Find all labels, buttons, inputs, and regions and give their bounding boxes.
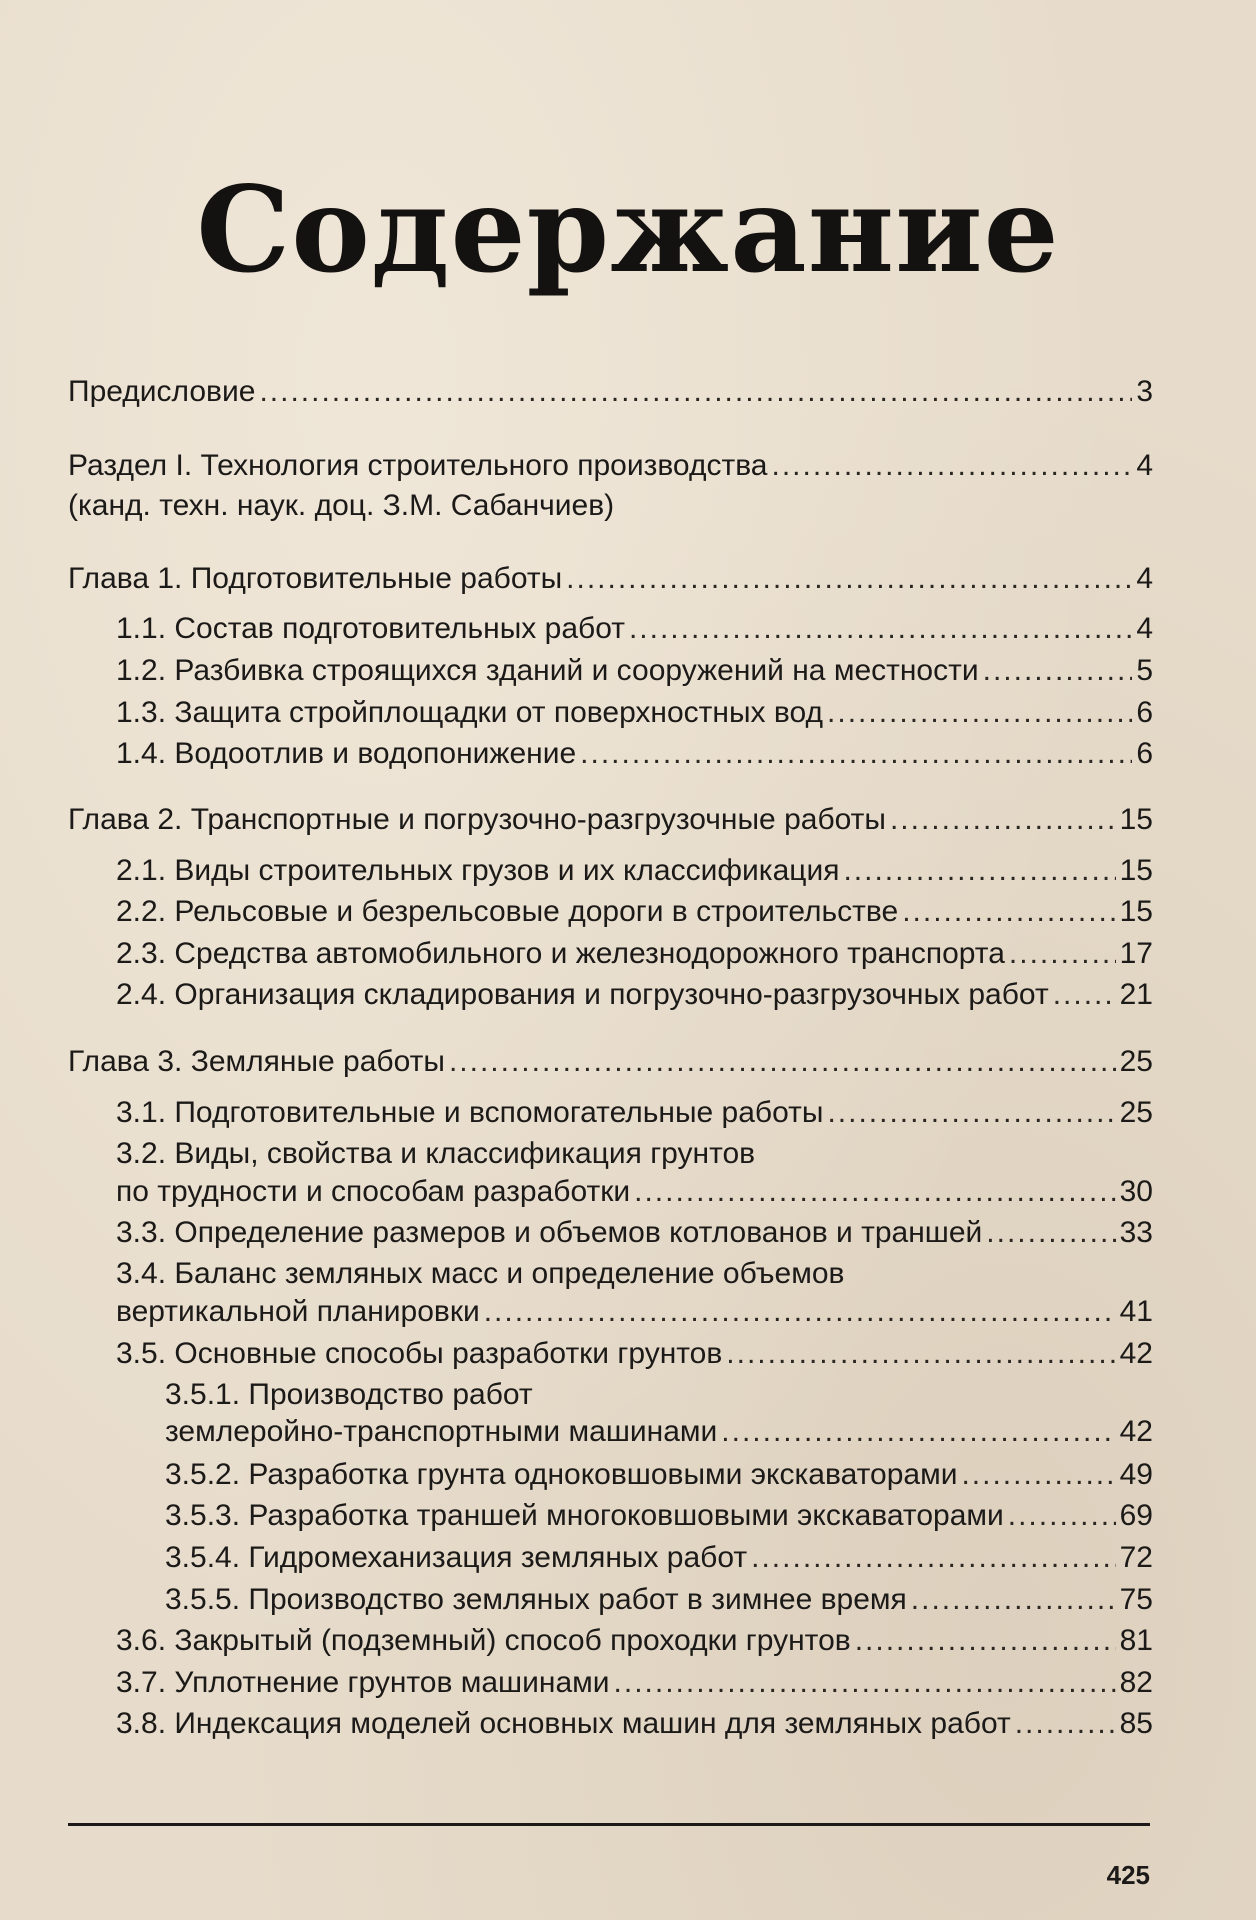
toc-entry-page: 81 [1119, 1624, 1153, 1657]
toc-entry-section-1-author: (канд. техн. наук. доц. З.М. Сабанчиев) [68, 489, 615, 522]
toc-entry-3-2-line-1: 3.2. Виды, свойства и классификация грунтов [116, 1137, 756, 1170]
toc-entry-preface[interactable] [0, 372, 1256, 412]
toc-entry-3-1[interactable] [0, 1093, 1256, 1133]
toc-entry-title: 2.3. Средства автомобильного и железнодорожного транспорта [116, 937, 1005, 970]
leader-dots [983, 651, 1133, 691]
leader-dots [772, 446, 1133, 486]
toc-entry-page: 41 [1119, 1295, 1153, 1328]
toc-entry-title: 1.1. Состав подготовительных работ [116, 612, 625, 645]
leader-dots [449, 1042, 1116, 1082]
leader-dots [259, 372, 1132, 412]
toc-entry-page: 42 [1119, 1415, 1153, 1448]
toc-entry-title: 2.1. Виды строительных грузов и их классификация [116, 854, 840, 887]
toc-entry-page: 85 [1119, 1707, 1153, 1740]
toc-entry-page: 6 [1136, 696, 1153, 729]
toc-entry-3-3[interactable] [0, 1213, 1256, 1253]
toc-entry-chapter-2[interactable] [0, 800, 1256, 840]
toc-entry-title: Раздел I. Технология строительного производства [68, 449, 768, 482]
toc-entry-title: 2.2. Рельсовые и безрельсовые дороги в строительстве [116, 895, 899, 928]
toc-entry-chapter-3[interactable] [0, 1042, 1256, 1082]
leader-dots [961, 1455, 1115, 1495]
toc-entry-3-5[interactable] [0, 1334, 1256, 1374]
toc-entry-3-4[interactable] [0, 1292, 1256, 1332]
toc-entry-page: 25 [1119, 1096, 1153, 1129]
leader-dots [1015, 1704, 1116, 1744]
toc-entry-page: 4 [1136, 562, 1153, 595]
toc-entry-title: 3.5.2. Разработка грунта одноковшовыми экскаваторами [165, 1458, 958, 1491]
leader-dots [726, 1334, 1115, 1374]
toc-entry-3-2[interactable] [0, 1172, 1256, 1212]
toc-entry-title: 3.5.5. Производство земляных работ в зимнее время [165, 1583, 907, 1616]
leader-dots [634, 1172, 1116, 1212]
toc-entry-1-4[interactable] [0, 734, 1256, 774]
leader-dots [629, 609, 1132, 649]
toc-entry-title: Предисловие [68, 375, 256, 408]
toc-entry-page: 72 [1119, 1541, 1153, 1574]
toc-entry-page: 30 [1119, 1175, 1153, 1208]
toc-entry-3-5-3[interactable] [0, 1496, 1256, 1536]
leader-dots [721, 1412, 1115, 1452]
toc-entry-3-5-4[interactable] [0, 1538, 1256, 1578]
toc-entry-page: 3 [1136, 375, 1153, 408]
toc-entry-2-3[interactable] [0, 934, 1256, 974]
toc-entry-title: по трудности и способам разработки [116, 1175, 631, 1208]
toc-entry-page: 25 [1119, 1045, 1153, 1078]
page-title: Содержание [196, 160, 1060, 299]
toc-entry-title: 1.2. Разбивка строящихся зданий и сооружений на местности [116, 654, 979, 687]
toc-entry-section-1[interactable] [0, 446, 1256, 486]
footer-rule [68, 1823, 1150, 1826]
toc-entry-3-6[interactable] [0, 1621, 1256, 1661]
toc-entry-3-8[interactable] [0, 1704, 1256, 1744]
leader-dots [751, 1538, 1115, 1578]
toc-entry-title: 3.6. Закрытый (подземный) способ проходки грунтов [116, 1624, 851, 1657]
leader-dots [614, 1663, 1116, 1703]
toc-entry-title: 3.5.4. Гидромеханизация земляных работ [165, 1541, 748, 1574]
toc-entry-page: 69 [1119, 1499, 1153, 1532]
toc-entry-3-5-1-line-1: 3.5.1. Производство работ [165, 1378, 533, 1411]
toc-entry-title: 1.3. Защита стройплощадки от поверхностных вод [116, 696, 824, 729]
leader-dots [827, 1093, 1115, 1133]
toc-entry-page: 82 [1119, 1666, 1153, 1699]
toc-entry-page: 4 [1136, 449, 1153, 482]
toc-entry-2-2[interactable] [0, 892, 1256, 932]
toc-entry-title: 3.5.3. Разработка траншей многоковшовыми экскаваторами [165, 1499, 1004, 1532]
toc-entry-1-1[interactable] [0, 609, 1256, 649]
leader-dots [890, 800, 1116, 840]
toc-entry-page: 17 [1119, 937, 1153, 970]
leader-dots [843, 851, 1115, 891]
toc-entry-page: 33 [1119, 1216, 1153, 1249]
toc-entry-3-5-5[interactable] [0, 1580, 1256, 1620]
toc-entry-page: 4 [1136, 612, 1153, 645]
leader-dots [1053, 975, 1116, 1015]
toc-entry-3-7[interactable] [0, 1663, 1256, 1703]
leader-dots [484, 1292, 1116, 1332]
toc-entry-page: 6 [1136, 737, 1153, 770]
toc-entry-3-5-2[interactable] [0, 1455, 1256, 1495]
toc-entry-page: 15 [1119, 854, 1153, 887]
toc-entry-title: 3.5. Основные способы разработки грунтов [116, 1337, 723, 1370]
toc-entry-3-5-1[interactable] [0, 1412, 1256, 1452]
toc-entry-title: вертикальной планировки [116, 1295, 480, 1328]
toc-entry-page: 15 [1119, 803, 1153, 836]
toc-entry-chapter-1[interactable] [0, 559, 1256, 599]
leader-dots [566, 559, 1132, 599]
leader-dots [1008, 1496, 1116, 1536]
toc-entry-1-3[interactable] [0, 693, 1256, 733]
leader-dots [1009, 934, 1116, 974]
toc-entry-1-2[interactable] [0, 651, 1256, 691]
toc-entry-title: землеройно-транспортными машинами [165, 1415, 718, 1448]
toc-entry-page: 15 [1119, 895, 1153, 928]
leader-dots [827, 693, 1132, 733]
toc-entry-title: 3.3. Определение размеров и объемов котлованов и траншей [116, 1216, 983, 1249]
toc-entry-title: Глава 1. Подготовительные работы [68, 562, 563, 595]
toc-entry-title: 3.1. Подготовительные и вспомогательные работы [116, 1096, 824, 1129]
toc-entry-page: 5 [1136, 654, 1153, 687]
page-number: 425 [1106, 1860, 1150, 1890]
toc-entry-page: 49 [1119, 1458, 1153, 1491]
toc-entry-title: Глава 2. Транспортные и погрузочно-разгрузочные работы [68, 803, 886, 836]
toc-entry-page: 42 [1119, 1337, 1153, 1370]
leader-dots [986, 1213, 1115, 1253]
leader-dots [911, 1580, 1116, 1620]
leader-dots [902, 892, 1115, 932]
toc-entry-title: 3.8. Индексация моделей основных машин для земляных работ [116, 1707, 1011, 1740]
toc-entry-title: 3.7. Уплотнение грунтов машинами [116, 1666, 610, 1699]
toc-entry-page: 21 [1119, 978, 1153, 1011]
toc-entry-2-1[interactable] [0, 851, 1256, 891]
toc-entry-title: 1.4. Водоотлив и водопонижение [116, 737, 577, 770]
toc-entry-2-4[interactable] [0, 975, 1256, 1015]
toc-entry-page: 75 [1119, 1583, 1153, 1616]
toc-entry-title: Глава 3. Земляные работы [68, 1045, 445, 1078]
leader-dots [855, 1621, 1116, 1661]
toc-entry-title: 2.4. Организация складирования и погрузочно-разгрузочных работ [116, 978, 1049, 1011]
leader-dots [580, 734, 1132, 774]
toc-entry-3-4-line-1: 3.4. Баланс земляных масс и определение объемов [116, 1257, 845, 1290]
